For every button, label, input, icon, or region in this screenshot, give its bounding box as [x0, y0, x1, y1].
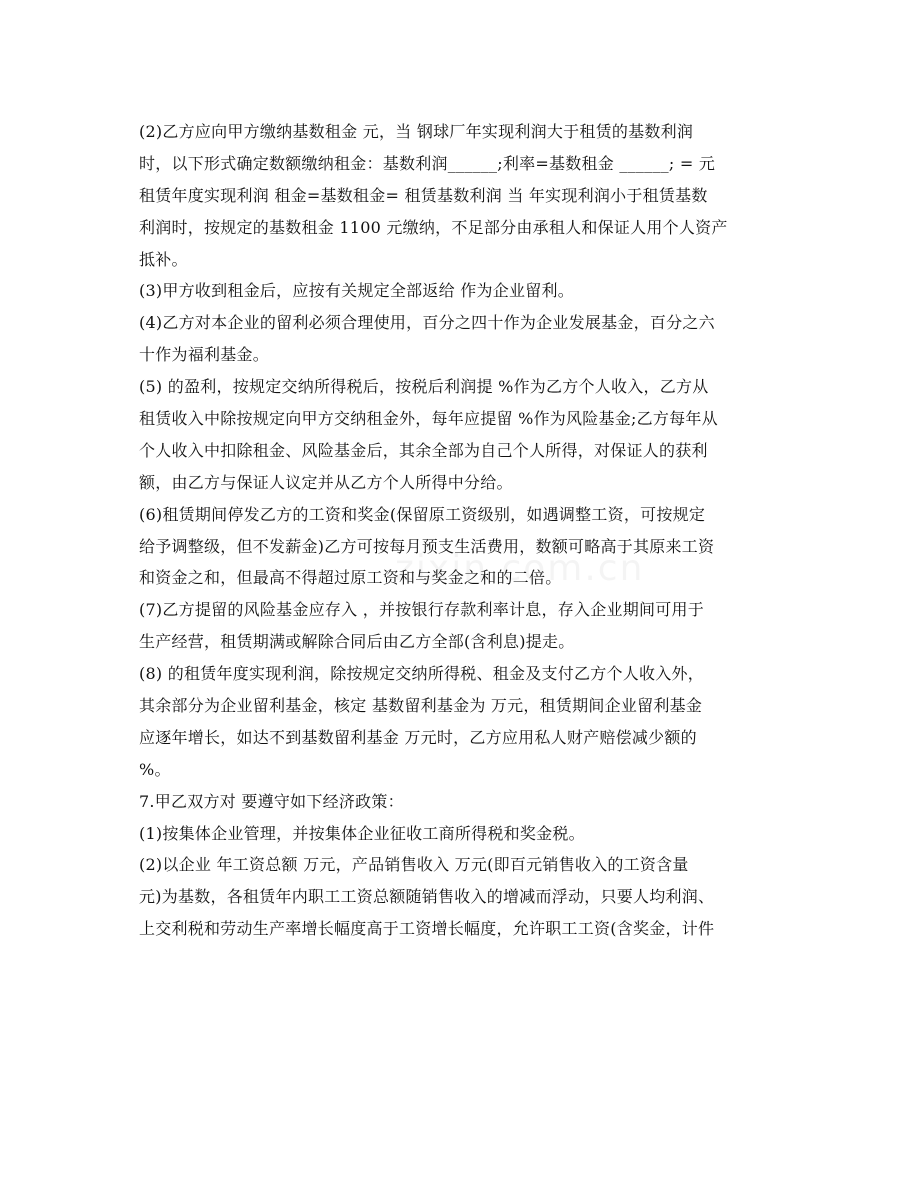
text-line: 额，由乙方与保证人议定并从乙方个人所得中分给。 [139, 472, 513, 492]
text-line: 租赁收入中除按规定向甲方交纳租金外，每年应提留 %作为风险基金;乙方每年从 [139, 409, 718, 429]
text-line: (2)以企业 年工资总额 万元，产品销售收入 万元(即百元销售收入的工资含量 [139, 855, 689, 875]
text-line: 租赁年度实现利润 租金=基数租金= 租赁基数利润 当 年实现利润小于租赁基数 [139, 185, 708, 205]
text-line: (5) 的盈利，按规定交纳所得税后，按税后利润提 %作为乙方个人收入，乙方从 [139, 377, 709, 397]
text-line: 个人收入中扣除租金、风险基金后，其余全部为自己个人所得，对保证人的获利 [139, 440, 708, 460]
text-line: 上交利税和劳动生产率增长幅度高于工资增长幅度，允许职工工资(含奖金，计件 [139, 919, 715, 939]
text-line: %。 [139, 759, 171, 779]
text-line: 7.甲乙双方对 要遵守如下经济政策： [139, 791, 404, 811]
text-line: 给予调整级，但不发薪金)乙方可按每月预支生活费用，数额可略高于其原来工资 [139, 536, 715, 556]
text-line: (1)按集体企业管理，并按集体企业征收工商所得税和奖金税。 [139, 823, 585, 843]
text-line: (8) 的租赁年度实现利润，除按规定交纳所得税、租金及支付乙方个人收入外， [139, 664, 705, 684]
text-line: 元)为基数，各租赁年内职工工资总额随销售收入的增减而浮动，只要人均利润、 [139, 887, 715, 907]
text-line: (7)乙方提留的风险基金应存入 ，并按银行存款利率计息，存入企业期间可用于 [139, 600, 705, 620]
document-body [139, 116, 799, 945]
text-line: 应逐年增长，如达不到基数留利基金 万元时，乙方应用私人财产赔偿减少额的 [139, 727, 697, 747]
text-line: 其余部分为企业留利基金，核定 基数留利基金为 万元，租赁期间企业留利基金 [139, 696, 703, 716]
text-line: (3)甲方收到租金后，应按有关规定全部返给 作为企业留利。 [139, 281, 575, 301]
text-line: 抵补。 [139, 249, 188, 269]
text-line: (6)租赁期间停发乙方的工资和奖金(保留原工资级别，如遇调整工资，可按规定 [139, 504, 706, 524]
text-line: 十作为福利基金。 [139, 345, 270, 365]
text-line: 和资金之和，但最高不得超过原工资和与奖金之和的二倍。 [139, 568, 562, 588]
text-line: (4)乙方对本企业的留利必须合理使用，百分之四十作为企业发展基金，百分之六 [139, 313, 715, 333]
text-line: 生产经营，租赁期满或解除合同后由乙方全部(含利息)提走。 [139, 632, 575, 652]
text-line: 时，以下形式确定数额缴纳租金：基数利润______;利率=基数租金 ______; = 元 [139, 153, 716, 173]
text-line: (2)乙方应向甲方缴纳基数租金 元，当 钢球厂年实现利润大于租赁的基数利润 [139, 122, 694, 141]
text-line: 利润时，按规定的基数租金 1100 元缴纳，不足部分由承租人和保证人用个人资产 [139, 217, 728, 237]
